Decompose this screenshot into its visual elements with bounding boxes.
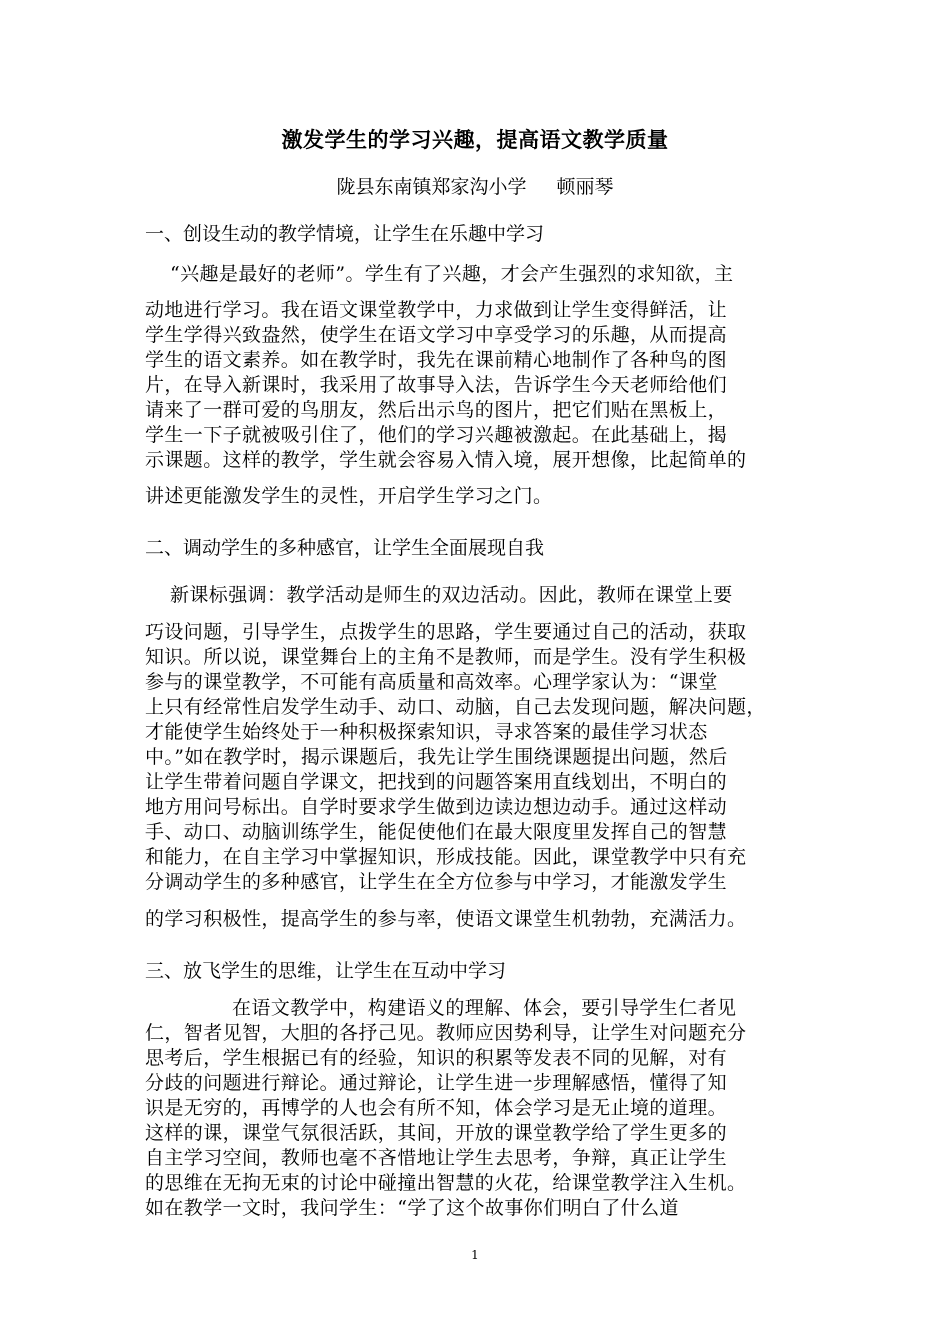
paragraph-line: 如在教学一文时，我问学生：“学了这个故事你们明白了什么道 [145, 1197, 679, 1219]
paragraph-line: 自主学习空间，教师也毫不吝惜地让学生去思考，争辩，真正让学生 [145, 1147, 728, 1169]
paragraph-line: 地方用问号标出。自学时要求学生做到边读边想边动手。通过这样动 [145, 796, 728, 818]
paragraph-line: 示课题。这样的教学，学生就会容易入情入境，展开想像，比起简单的 [145, 449, 747, 471]
paragraph-line: 学生学得兴致盎然，使学生在语文学习中享受学习的乐趣，从而提高 [145, 324, 728, 346]
section-heading-1: 一、创设生动的教学情境，让学生在乐趣中学习 [145, 223, 545, 245]
paragraph-line: 讲述更能激发学生的灵性，开启学生学习之门。 [145, 485, 553, 507]
paragraph-line: 分调动学生的多种感官，让学生在全方位参与中学习，才能激发学生 [145, 871, 728, 893]
paragraph-line: 参与的课堂教学，不可能有高质量和高效率。心理学家认为：“课堂 [145, 671, 718, 693]
paragraph-line: 分歧的问题进行辩论。通过辩论，让学生进一步理解感悟，懂得了知 [145, 1072, 728, 1094]
author-school: 陇县东南镇郑家沟小学 [336, 176, 527, 198]
paragraph-line: 识是无穷的，再博学的人也会有所不知，体会学习是无止境的道理。 [145, 1097, 728, 1119]
paragraph-line: 和能力，在自主学习中掌握知识，形成技能。因此，课堂教学中只有充 [145, 846, 747, 868]
paragraph-line: 手、动口、动脑训练学生，能促使他们在最大限度里发挥自己的智慧 [145, 821, 728, 843]
paragraph-line: 在语文教学中，构建语义的理解、体会，要引导学生仁者见 [232, 997, 737, 1019]
paragraph-line: 请来了一群可爱的鸟朋友，然后出示鸟的图片，把它们贴在黑板上， [145, 399, 728, 421]
paragraph-line: “兴趣是最好的老师”。学生有了兴趣，才会产生强烈的求知欲，主 [170, 263, 734, 285]
paragraph-line: 巧设问题，引导学生，点拨学生的思路，学生要通过自己的活动，获取 [145, 621, 747, 643]
paragraph-line: 思考后，学生根据已有的经验，知识的积累等发表不同的见解，对有 [145, 1047, 728, 1069]
paragraph-line: 学生一下子就被吸引住了，他们的学习兴趣被激起。在此基础上，揭 [145, 424, 728, 446]
paragraph-line: 的思维在无拘无束的讨论中碰撞出智慧的火花，给课堂教学注入生机。 [145, 1172, 747, 1194]
paragraph-line: 的学习积极性，提高学生的参与率，使语文课堂生机勃勃，充满活力。 [145, 908, 747, 930]
paragraph-line: 中。”如在教学时，揭示课题后，我先让学生围绕课题提出问题，然后 [145, 746, 728, 768]
document-title: 激发学生的学习兴趣，提高语文教学质量 [281, 128, 669, 152]
section-heading-2: 二、调动学生的多种感官，让学生全面展现自我 [145, 537, 545, 559]
author-line [0, 172, 950, 199]
paragraph-line: 才能使学生始终处于一种积极探索知识，寻求答案的最佳学习状态 [145, 721, 708, 743]
paragraph-line: 片，在导入新课时，我采用了故事导入法，告诉学生今天老师给他们 [145, 374, 728, 396]
paragraph-line: 动地进行学习。我在语文课堂教学中，力求做到让学生变得鲜活，让 [145, 299, 728, 321]
paragraph-line: 知识。所以说，课堂舞台上的主角不是教师，而是学生。没有学生积极 [145, 646, 747, 668]
paragraph-line: 新课标强调：教学活动是师生的双边活动。因此，教师在课堂上要 [170, 584, 733, 606]
paragraph-line: 这样的课，课堂气氛很活跃，其间，开放的课堂教学给了学生更多的 [145, 1122, 728, 1144]
paragraph-line: 仁，智者见智，大胆的各抒己见。教师应因势利导，让学生对问题充分 [145, 1022, 747, 1044]
section-heading-3: 三、放飞学生的思维，让学生在互动中学习 [145, 960, 507, 982]
page-number: 1 [471, 1248, 479, 1262]
author-name: 顿丽琴 [556, 176, 614, 198]
paragraph-line: 上只有经常性启发学生动手、动口、动脑，自己去发现问题，解决问题， [145, 696, 766, 718]
paragraph-line: 让学生带着问题自学课文，把找到的问题答案用直线划出，不明白的 [145, 771, 728, 793]
paragraph-line: 学生的语文素养。如在教学时，我先在课前精心地制作了各种鸟的图 [145, 349, 728, 371]
